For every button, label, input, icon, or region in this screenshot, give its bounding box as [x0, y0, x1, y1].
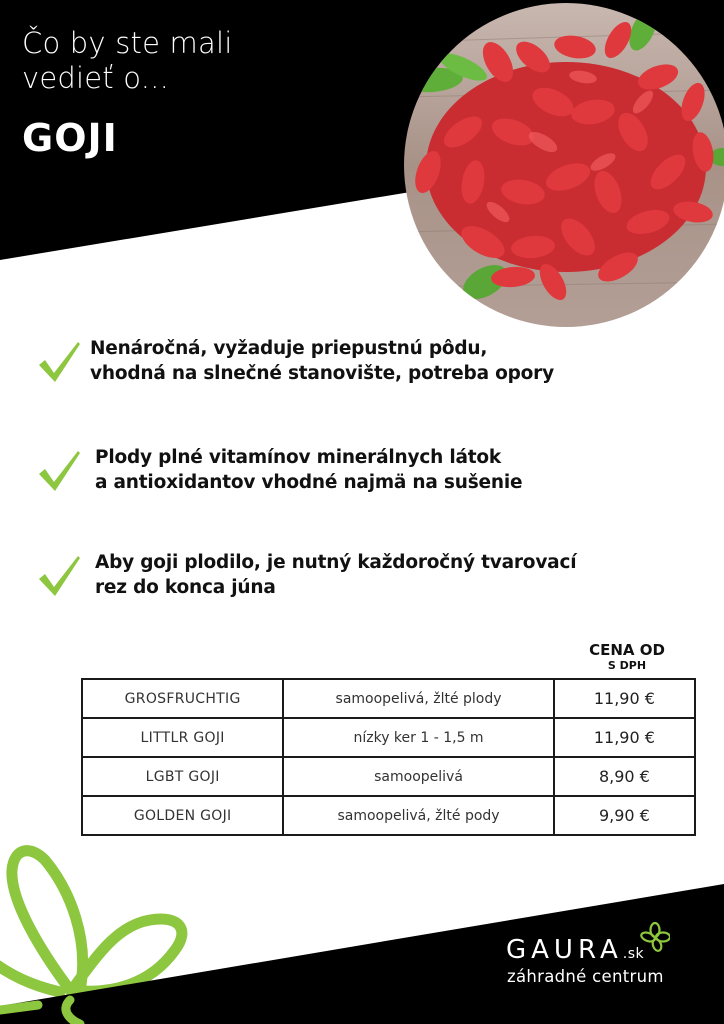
bullet-3-line-1: Aby goji plodilo, je nutný každoročný tvarovací: [95, 552, 577, 573]
checkmark-icon: [36, 445, 84, 493]
bullet-item-1: [36, 336, 554, 386]
intro-line-2: vedieť o...: [22, 61, 169, 95]
price-table: [81, 678, 696, 836]
bullet-3-line-2: rez do konca júna: [95, 577, 276, 598]
note-cell: samoopelivá, žlté plody: [283, 679, 554, 718]
gaura-logo: [506, 936, 664, 986]
table-row: [82, 679, 695, 718]
price-column-header: [562, 642, 692, 673]
price-cell: 11,90 €: [554, 718, 695, 757]
checkmark-icon: [36, 550, 84, 598]
header: [22, 26, 232, 160]
price-header-line-1: CENA OD: [589, 641, 665, 659]
price-cell: 9,90 €: [554, 796, 695, 835]
flower-logo-icon: [640, 922, 670, 952]
intro-line-1: Čo by ste mali: [22, 26, 233, 60]
checkmark-icon: [36, 336, 84, 384]
logo-tld: .sk: [622, 946, 645, 962]
bullet-1-line-1: Nenáročná, vyžaduje priepustnú pôdu,: [90, 338, 488, 359]
price-header-line-2: S DPH: [607, 659, 647, 672]
logo-brand: GAURA: [506, 935, 623, 965]
table-row: [82, 718, 695, 757]
goji-berries-photo: [403, 2, 724, 328]
table-row: [82, 757, 695, 796]
bullet-item-2: [36, 445, 522, 495]
price-cell: 11,90 €: [554, 679, 695, 718]
page-title: GOJI: [22, 116, 118, 160]
note-cell: nízky ker 1 - 1,5 m: [283, 718, 554, 757]
note-cell: samoopelivá, žlté pody: [283, 796, 554, 835]
variety-cell: GROSFRUCHTIG: [82, 679, 283, 718]
bullet-1-line-2: vhodná na slnečné stanovište, potreba opory: [90, 363, 554, 384]
logo-tagline: záhradné centrum: [507, 967, 664, 986]
table-row: [82, 796, 695, 835]
variety-cell: GOLDEN GOJI: [82, 796, 283, 835]
variety-cell: LITTLR GOJI: [82, 718, 283, 757]
bullet-2-line-1: Plody plné vitamínov minerálnych látok: [95, 447, 501, 468]
price-cell: 8,90 €: [554, 757, 695, 796]
variety-cell: LGBT GOJI: [82, 757, 283, 796]
note-cell: samoopelivá: [283, 757, 554, 796]
bullet-2-line-2: a antioxidantov vhodné najmä na sušenie: [95, 472, 523, 493]
bullet-item-3: [36, 550, 576, 600]
